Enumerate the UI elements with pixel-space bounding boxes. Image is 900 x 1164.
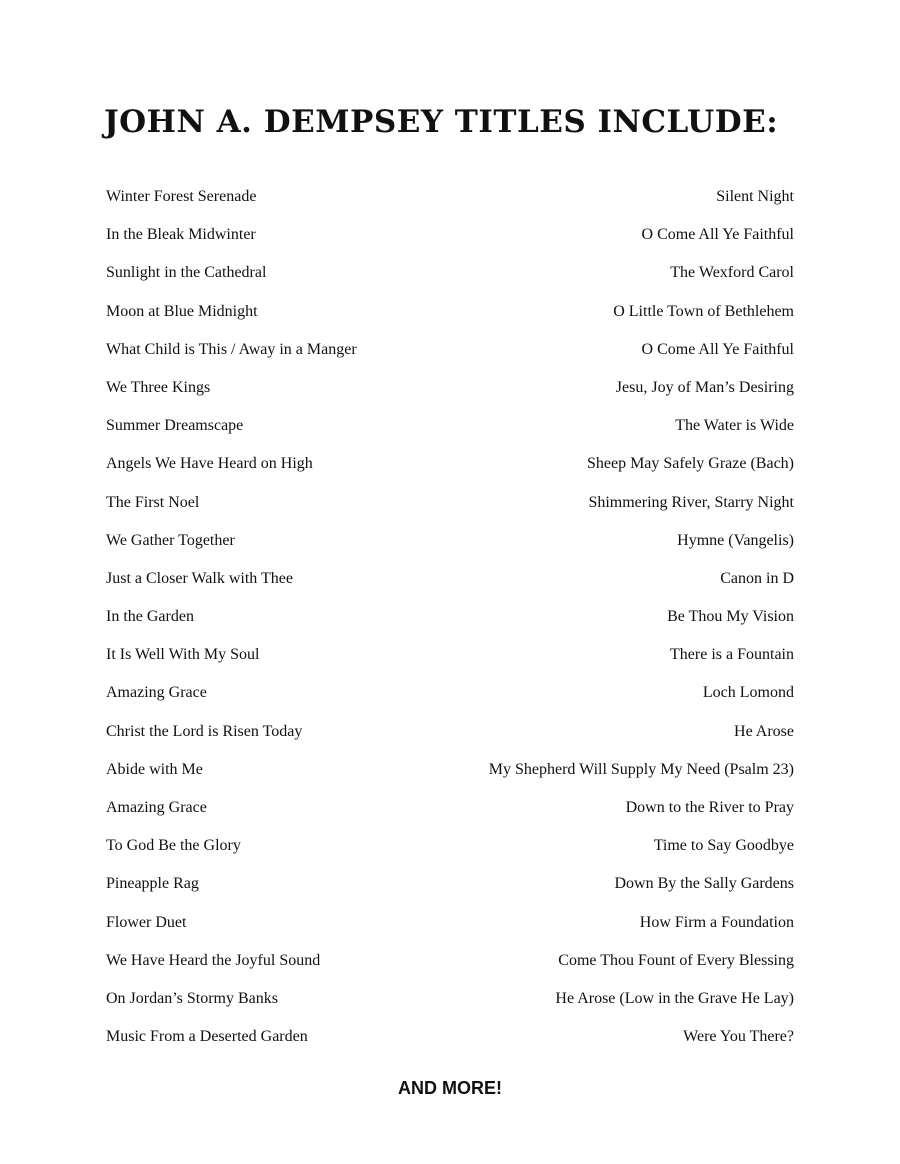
title-row — [106, 522, 794, 560]
title-right: Loch Lomond — [702, 684, 794, 702]
title-left: Moon at Blue Midnight — [106, 302, 258, 320]
title-row — [106, 1018, 794, 1056]
title-left: We Gather Together — [106, 531, 235, 549]
title-left: Summer Dreamscape — [106, 417, 244, 435]
title-row — [106, 674, 794, 712]
title-right: How Firm a Foundation — [639, 913, 794, 931]
title-left: What Child is This / Away in a Manger — [106, 340, 357, 358]
title-left: Amazing Grace — [106, 684, 207, 702]
title-row — [106, 445, 794, 483]
title-right: Time to Say Goodbye — [653, 837, 794, 855]
title-left: Winter Forest Serenade — [106, 188, 257, 205]
title-left: To God Be the Glory — [106, 837, 241, 855]
title-right: Jesu, Joy of Man’s Desiring — [615, 378, 794, 396]
title-left: We Three Kings — [106, 378, 211, 396]
title-right: Down By the Sally Gardens — [614, 875, 794, 893]
title-left: Angels We Have Heard on High — [106, 455, 313, 473]
title-right: The Water is Wide — [675, 417, 794, 435]
title-right: The Wexford Carol — [670, 264, 794, 282]
title-right: Sheep May Safely Graze (Bach) — [586, 455, 794, 473]
title-left: Music From a Deserted Garden — [106, 1028, 308, 1046]
title-left: Christ the Lord is Risen Today — [106, 722, 303, 740]
title-row — [106, 560, 794, 598]
title-row — [106, 254, 794, 292]
title-row — [106, 216, 794, 254]
title-right: Come Thou Fount of Every Blessing — [558, 951, 794, 969]
title-row — [106, 484, 794, 522]
and-more-footer: AND MORE! — [398, 1078, 502, 1098]
titles-list — [106, 178, 794, 1056]
title-right: My Shepherd Will Supply My Need (Psalm 23) — [488, 760, 794, 778]
title-row — [106, 751, 794, 789]
title-right: Shimmering River, Starry Night — [588, 493, 794, 511]
title-right: Hymne (Vangelis) — [677, 531, 794, 549]
title-left: It Is Well With My Soul — [106, 646, 260, 664]
title-right: He Arose (Low in the Grave He Lay) — [555, 989, 794, 1007]
title-left: Just a Closer Walk with Thee — [106, 569, 293, 587]
title-right: O Come All Ye Faithful — [641, 226, 794, 244]
title-left: Abide with Me — [106, 760, 203, 778]
title-row — [106, 407, 794, 445]
title-row — [106, 865, 794, 903]
title-right: Be Thou My Vision — [667, 608, 794, 626]
title-left: The First Noel — [106, 493, 200, 511]
title-left: In the Bleak Midwinter — [106, 226, 256, 244]
title-left: Sunlight in the Cathedral — [106, 264, 267, 282]
title-right: Silent Night — [716, 188, 794, 205]
title-right: O Little Town of Bethlehem — [613, 302, 794, 320]
page-title: JOHN A. DEMPSEY TITLES INCLUDE: — [104, 104, 779, 140]
title-left: Amazing Grace — [106, 799, 207, 816]
title-right: He Arose — [734, 722, 794, 740]
title-left: We Have Heard the Joyful Sound — [106, 951, 321, 969]
title-right: There is a Fountain — [670, 646, 794, 664]
title-row — [106, 904, 794, 942]
title-left: Pineapple Rag — [106, 875, 199, 893]
title-row — [106, 827, 794, 865]
title-right: Canon in D — [720, 569, 794, 587]
title-row — [106, 713, 794, 751]
title-row — [106, 369, 794, 407]
title-right: O Come All Ye Faithful — [641, 340, 794, 358]
title-row — [106, 942, 794, 980]
title-row — [106, 331, 794, 369]
title-left: Flower Duet — [106, 913, 187, 931]
title-row — [106, 789, 794, 827]
title-right: Were You There? — [683, 1028, 794, 1046]
title-row — [106, 636, 794, 674]
title-row — [106, 293, 794, 331]
title-left: In the Garden — [106, 608, 194, 626]
title-left: On Jordan’s Stormy Banks — [106, 989, 278, 1007]
title-right: Down to the River to Pray — [625, 799, 794, 816]
title-row — [106, 980, 794, 1018]
title-row — [106, 178, 794, 216]
title-row — [106, 598, 794, 636]
